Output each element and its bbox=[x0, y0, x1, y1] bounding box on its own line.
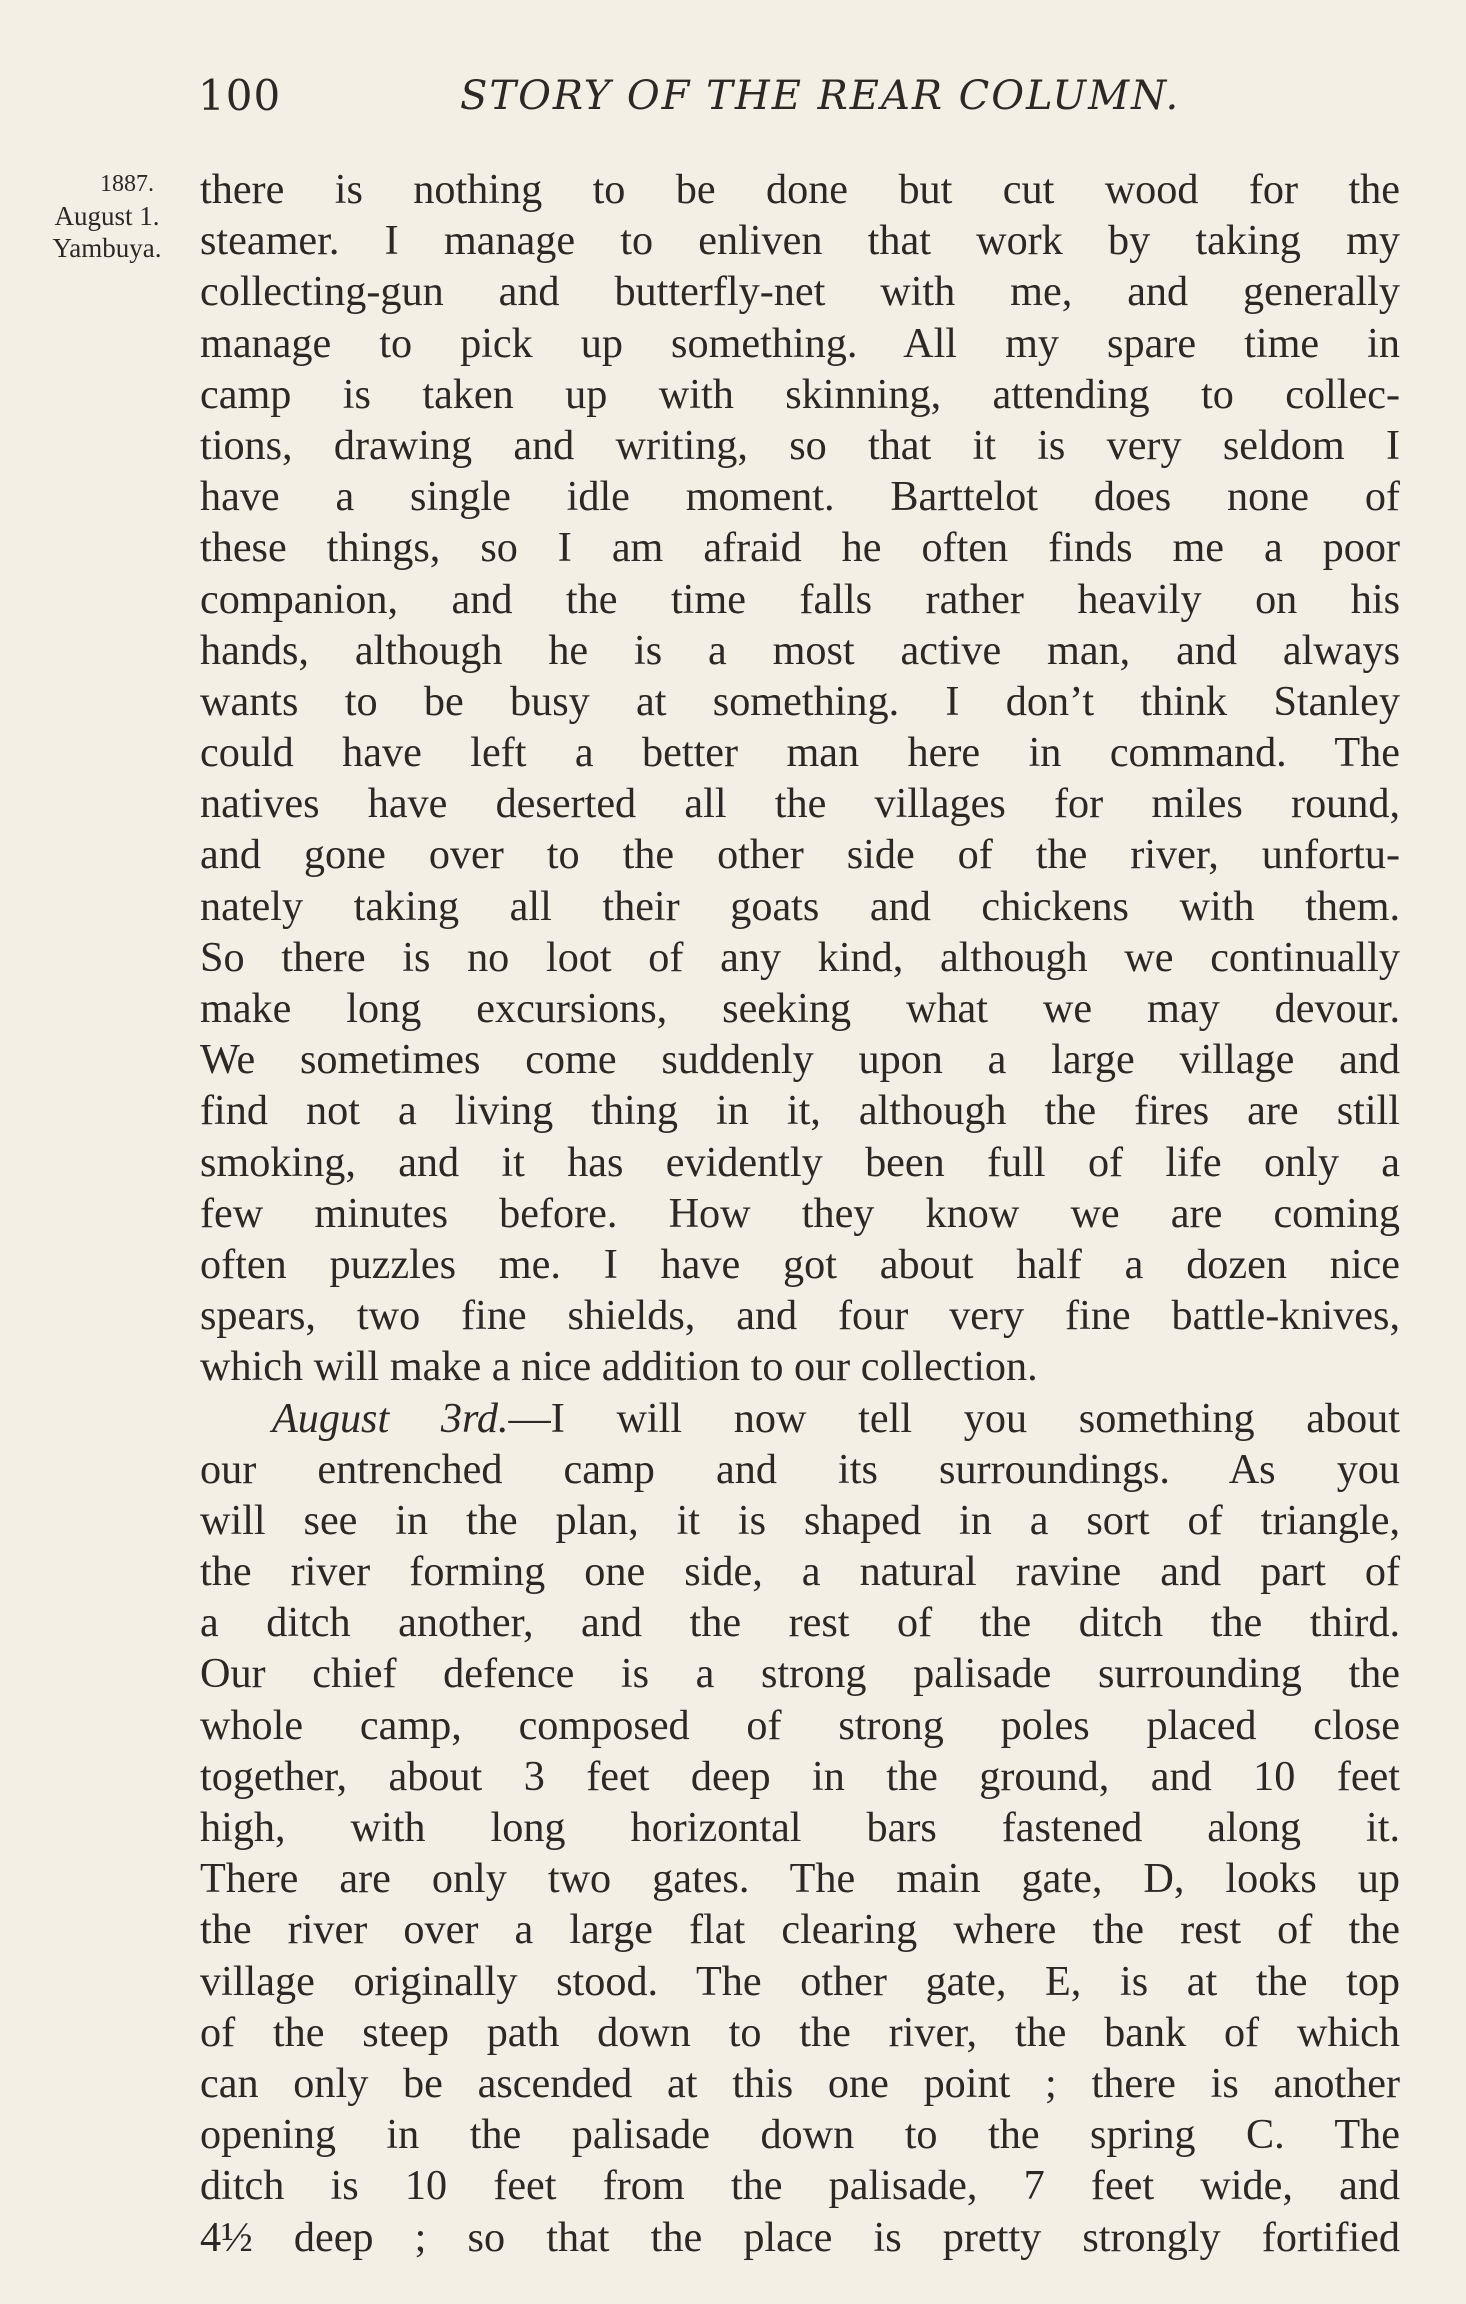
text-line: these things, so I am afraid he often finds me a poor bbox=[200, 524, 1400, 572]
text-line: our entrenched camp and its surroundings. As you bbox=[200, 1445, 1400, 1493]
text-line: hands, although he is a most active man, and always bbox=[200, 626, 1400, 674]
text-line: can only be ascended at this one point ; there is another bbox=[200, 2059, 1400, 2107]
text-line: 4½ deep ; so that the place is pretty strongly fortified bbox=[200, 2213, 1400, 2261]
text-line: spears, two fine shields, and four very fine battle-knives, bbox=[200, 1292, 1400, 1340]
text-line: nately taking all their goats and chickens with them. bbox=[200, 882, 1400, 930]
text-line: manage to pick up something. All my spare time in bbox=[200, 319, 1400, 367]
margin-year: 1887. bbox=[100, 171, 154, 197]
text-line: companion, and the time falls rather heavily on his bbox=[200, 575, 1400, 623]
text-line: often puzzles me. I have got about half a dozen nice bbox=[200, 1240, 1400, 1288]
text-line: tions, drawing and writing, so that it is very seldom I bbox=[200, 421, 1400, 469]
text-line: collecting-gun and butterfly-net with me, and generally bbox=[200, 268, 1400, 316]
text-line: camp is taken up with skinning, attending to collec- bbox=[200, 370, 1400, 418]
text-line: of the steep path down to the river, the bank of which bbox=[200, 2008, 1400, 2056]
text-line: natives have deserted all the villages for miles round, bbox=[200, 780, 1400, 828]
text-line: few minutes before. How they know we are coming bbox=[200, 1189, 1400, 1237]
margin-place: Yambuya. bbox=[52, 233, 162, 263]
text-line: steamer. I manage to enliven that work by taking my bbox=[200, 217, 1400, 265]
margin-date: August 1. bbox=[54, 201, 160, 231]
text-line: there is nothing to be done but cut wood for the bbox=[200, 166, 1400, 213]
page-number: 100 bbox=[198, 71, 282, 120]
text-line: smoking, and it has evidently been full of life only a bbox=[200, 1138, 1400, 1186]
text-line: together, about 3 feet deep in the ground, and 10 feet bbox=[200, 1752, 1400, 1800]
text-line: the river over a large flat clearing where the rest of the bbox=[200, 1906, 1400, 1954]
text-line: the river forming one side, a natural ravine and part of bbox=[200, 1548, 1400, 1596]
text-line: high, with long horizontal bars fastened along it. bbox=[200, 1804, 1400, 1851]
text-line: a ditch another, and the rest of the ditch the third. bbox=[200, 1599, 1400, 1647]
text-line: So there is no loot of any kind, although we continually bbox=[200, 933, 1400, 981]
margin-notes bbox=[22, 168, 192, 264]
text-line: could have left a better man here in command. The bbox=[200, 729, 1400, 777]
paragraph-start-line bbox=[200, 1393, 1400, 1444]
text-line: We sometimes come suddenly upon a large village and bbox=[200, 1036, 1400, 1084]
text-line: opening in the palisade down to the spring C. The bbox=[200, 2111, 1400, 2159]
entry-date: August 3rd. bbox=[272, 1394, 509, 1442]
body-text bbox=[200, 164, 1400, 2263]
text-line: make long excursions, seeking what we may devour. bbox=[200, 985, 1400, 1032]
page-header bbox=[198, 66, 1398, 126]
text-line: find not a living thing in it, although the fires are still bbox=[200, 1087, 1400, 1135]
running-title: STORY OF THE REAR COLUMN. bbox=[460, 73, 1181, 119]
text-line: which will make a nice addition to our collection. bbox=[200, 1343, 1038, 1391]
text-line: Our chief defence is a strong palisade surrounding the bbox=[200, 1650, 1400, 1698]
text-line: wants to be busy at something. I don’t think Stanley bbox=[200, 677, 1400, 725]
text-line: and gone over to the other side of the river, unfortu- bbox=[200, 831, 1400, 879]
text-line: ditch is 10 feet from the palisade, 7 feet wide, and bbox=[200, 2162, 1400, 2210]
text-line-rest: —I will now tell you something about bbox=[508, 1394, 1400, 1442]
text-line: have a single idle moment. Barttelot does none of bbox=[200, 473, 1400, 521]
text-line: will see in the plan, it is shaped in a sort of triangle, bbox=[200, 1496, 1400, 1544]
text-line: whole camp, composed of strong poles placed close bbox=[200, 1701, 1400, 1749]
text-line: There are only two gates. The main gate, D, looks up bbox=[200, 1855, 1400, 1903]
text-line: village originally stood. The other gate, E, is at the top bbox=[200, 1957, 1400, 2005]
